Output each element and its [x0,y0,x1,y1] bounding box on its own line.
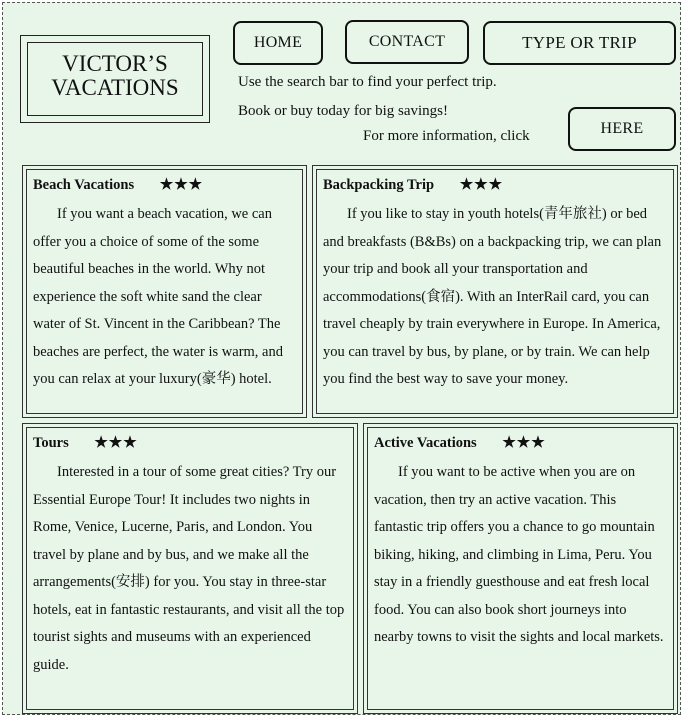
info-savings: Book or buy today for big savings! [238,103,448,119]
card-active-vacations [363,423,678,714]
card-body: If you want a beach vacation, we can offer you a choice of some of the some beautiful beaches in the world. Why not experience the soft white sand the clear water of St. Vincent in the Caribbean? The beaches are perfect, the water is warm, and you can relax at your luxury(豪华) hotel. [33,206,283,387]
star-rating: ★★★ [502,435,546,451]
card-title: Backpacking Trip [323,177,435,193]
here-button[interactable]: HERE [568,107,676,151]
card-body: If you want to be active when you are on vacation, then try an active vacation. This fantastic trip offers you a chance to go mountain biking, hiking, and climbing in Lima, Peru. You stay in a friendly guesthouse and eat fresh local food. You can also book short journeys into nearby towns to visit the sights and local markets. [374,464,664,645]
star-rating: ★★★ [159,177,204,193]
card-body: Interested in a tour of some great cities? Try our Essential Europe Tour! It includes two nights in Rome, Venice, Lucerne, Paris, and London. You travel by plane and by bus, and we make all the arrangements(安排) for you. You stay in three-star hotels, eat in fantastic restaurants, and visit all the top tourist sights and museums with an experienced guide. [33,464,345,673]
card-title: Active Vacations [374,435,477,451]
home-button[interactable]: HOME [233,21,323,65]
star-rating: ★★★ [94,435,138,451]
logo-line-1: VICTOR’S [62,51,168,76]
card-tours [22,423,358,714]
card-beach-vacations [22,165,307,418]
card-backpacking-trip [312,165,678,418]
card-title: Tours [33,435,69,451]
site-logo-text [27,42,203,116]
info-search-hint: Use the search bar to find your perfect trip. [238,74,497,90]
card-body: If you like to stay in youth hotels(青年旅社) or bed and breakfasts (B&Bs) on a backpacking trip, we can plan your trip and book all your transportation and accommodations(食宿). With an InterRail card, you can travel cheaply by train everywhere in Europe. In America, you can travel by bus, by plane, or by train. We can help you find the best way to save your money. [323,206,662,387]
site-logo[interactable] [20,35,210,123]
contact-button[interactable]: CONTACT [345,20,469,64]
info-more: For more information, click [363,128,530,144]
logo-line-2: VACATIONS [51,75,179,100]
star-rating: ★★★ [459,177,504,193]
type-or-trip-button[interactable]: TYPE OR TRIP [483,21,676,65]
card-title: Beach Vacations [33,177,135,193]
